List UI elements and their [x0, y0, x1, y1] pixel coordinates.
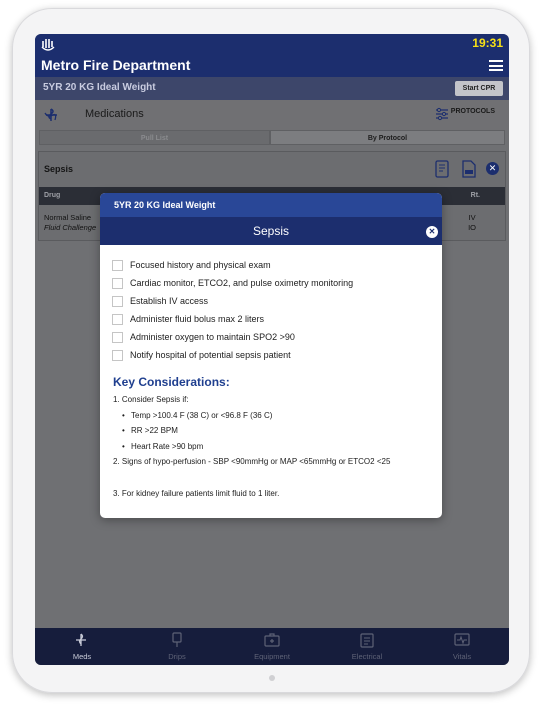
sliders-icon[interactable] [435, 107, 449, 121]
nav-label: Drips [168, 652, 186, 661]
modal-title: Sepsis [100, 217, 442, 245]
app-logo-icon [41, 37, 55, 52]
medications-header [35, 100, 509, 130]
checklist [112, 258, 432, 366]
medications-title: Medications [85, 108, 144, 120]
kc-bullet: • Temp >100.4 F (38 C) or <96.8 F (36 C) [113, 411, 433, 427]
checklist-text: Notify hospital of potential sepsis patient [130, 350, 291, 360]
patient-weight-bar [35, 77, 509, 100]
equipment-case-icon [264, 632, 280, 648]
close-modal-icon[interactable]: ✕ [426, 226, 438, 238]
tab-by-protocol[interactable]: By Protocol [270, 130, 505, 145]
caduceus-icon [43, 106, 63, 124]
key-considerations-title: Key Considerations: [113, 375, 230, 389]
app-title: Metro Fire Department [41, 57, 191, 73]
nav-label: Electrical [351, 652, 383, 661]
checklist-text: Focused history and physical exam [130, 260, 271, 270]
checklist-text: Administer oxygen to maintain SPO2 >90 [130, 332, 295, 342]
checkbox[interactable] [112, 260, 123, 271]
kc-bullet: • RR >22 BPM [113, 426, 433, 442]
protocols-button[interactable]: PROTOCOLS [450, 108, 495, 115]
checklist-item[interactable] [112, 294, 432, 312]
checkbox[interactable] [112, 278, 123, 289]
defibrillator-icon [359, 632, 375, 648]
nav-meds[interactable] [35, 628, 129, 665]
hamburger-menu-icon[interactable] [489, 60, 503, 71]
kc-line: 1. Consider Sepsis if: [113, 395, 189, 404]
checklist-text: Cardiac monitor, ETCO2, and pulse oximetry monitoring [130, 278, 354, 288]
tab-pull-list[interactable]: Pull List [39, 130, 270, 145]
nav-label: Vitals [452, 652, 472, 661]
vitals-monitor-icon [454, 632, 470, 648]
column-route: Rt. [470, 192, 480, 199]
app-header [35, 54, 509, 77]
checklist-item[interactable] [112, 258, 432, 276]
checklist-item[interactable] [112, 348, 432, 366]
caduceus-icon [74, 632, 90, 648]
pdf-icon[interactable] [462, 160, 476, 178]
kc-line: 2. Signs of hypo-perfusion - SBP <90mmHg or MAP <65mmHg or ETCO2 <25 [113, 457, 391, 466]
column-drug: Drug [44, 192, 61, 199]
route-iv: IV [468, 213, 476, 222]
nav-label: Equipment [254, 652, 290, 661]
checklist-item[interactable] [112, 330, 432, 348]
home-indicator [269, 675, 275, 681]
weight-label: 5YR 20 KG Ideal Weight [43, 82, 156, 93]
tab-bar [39, 130, 505, 145]
checklist-item[interactable] [112, 312, 432, 330]
kc-spacer [113, 473, 433, 489]
checklist-text: Administer fluid bolus max 2 liters [130, 314, 265, 324]
checkbox[interactable] [112, 296, 123, 307]
checklist-text: Establish IV access [130, 296, 209, 306]
kc-line: 3. For kidney failure patients limit fluid to 1 liter. [113, 488, 280, 498]
checkbox[interactable] [112, 314, 123, 325]
bottom-nav [35, 628, 509, 665]
checkbox[interactable] [112, 332, 123, 343]
drug-name: Normal Saline [44, 213, 92, 222]
iv-drip-icon [169, 632, 185, 648]
kc-bullet: • Heart Rate >90 bpm [113, 442, 433, 458]
nav-drips[interactable] [130, 628, 224, 665]
start-cpr-button[interactable]: Start CPR [455, 81, 503, 96]
nav-label: Meds [72, 652, 92, 661]
route-cell [468, 213, 476, 233]
nav-equipment[interactable] [225, 628, 319, 665]
close-panel-icon[interactable]: ✕ [486, 162, 499, 175]
checkbox[interactable] [112, 350, 123, 361]
nav-electrical[interactable] [320, 628, 414, 665]
protocol-modal [100, 193, 442, 518]
checklist-icon[interactable] [435, 160, 449, 178]
drug-note: Fluid Challenge [44, 223, 97, 232]
status-bar [35, 34, 509, 54]
modal-weight-header: 5YR 20 KG Ideal Weight [100, 193, 442, 217]
route-io: IO [468, 223, 476, 232]
nav-vitals[interactable] [415, 628, 509, 665]
clock: 19:31 [472, 36, 503, 50]
protocol-title: Sepsis [44, 164, 74, 174]
checklist-item[interactable] [112, 276, 432, 294]
key-considerations-list [113, 395, 433, 504]
table-row[interactable] [44, 213, 96, 233]
